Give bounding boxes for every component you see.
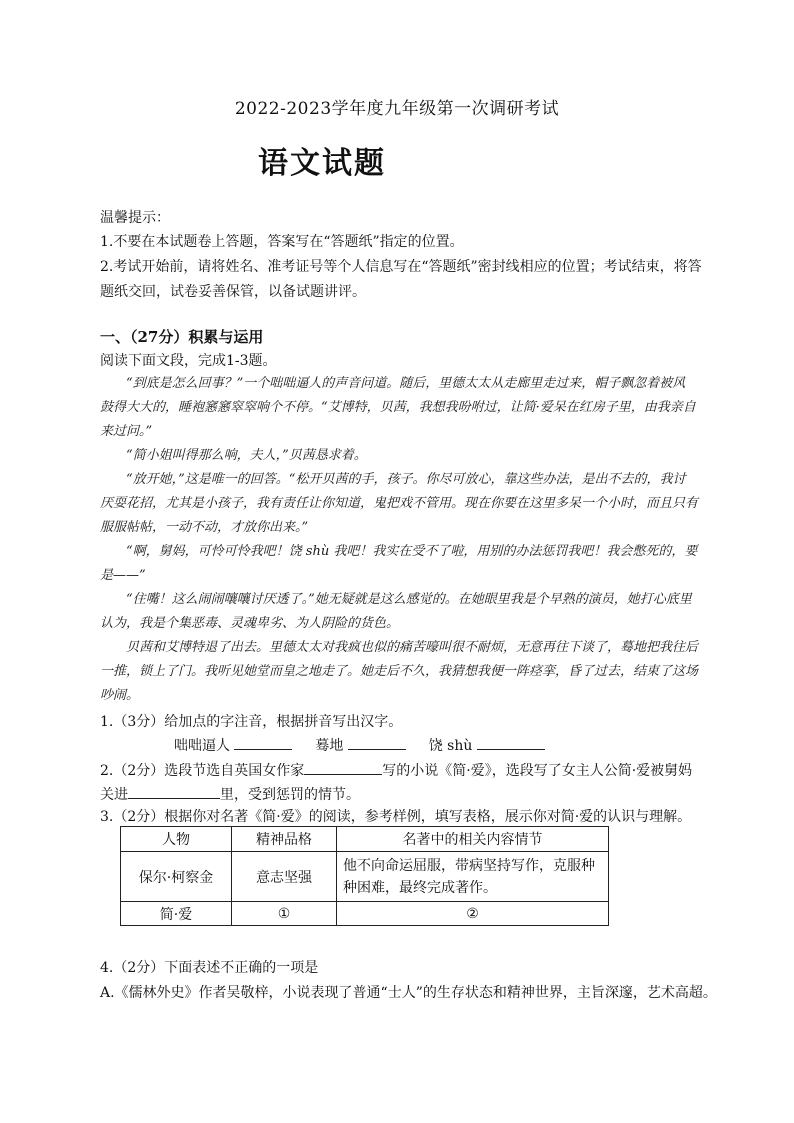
q2-text-2: 写的小说《简·爱》，选段写了女主人公简·爱被舅妈: [382, 763, 693, 779]
passage-line: “放开她，”这是唯一的回答。“松开贝茜的手，孩子。你尽可放心，靠这些办法，是出不去的，我讨: [126, 472, 686, 487]
table-header-cell: 精神品格: [232, 827, 337, 852]
question-4-stem: 4.（2分）下面表述不正确的一项是: [100, 960, 319, 976]
passage-line: 鼓得大大的，睡袍窸窸窣窣响个不停。“艾博特，贝茜，我想我吩咐过，让简·爱呆在红房子里，由我亲自: [100, 400, 696, 415]
tip-item-2-line-1: 2.考试开始前，请将姓名、准考证号等个人信息写在“答题纸”密封线相应的位置；考试结束，将答: [100, 259, 702, 275]
table-row: [121, 902, 609, 926]
passage-line: 来过问。”: [100, 424, 153, 439]
passage-line: 厌耍花招，尤其是小孩子，我有责任让你知道，鬼把戏不管用。现在你要在这里多呆一个小时，而且只有: [100, 496, 699, 511]
character-table: [120, 826, 609, 926]
reading-passage: [100, 372, 725, 708]
q2-text-1: 2.（2分）选段节选自英国女作家: [100, 763, 305, 779]
table-header-cell: 人物: [121, 827, 232, 852]
question-2-line-2: [100, 784, 730, 806]
question-4-option-a[interactable]: A.《儒林外史》作者吴敬梓，小说表现了普通“士人”的生存状态和精神世界，主旨深邃，艺术高超。: [100, 985, 717, 1001]
passage-line: “啊，舅妈，可怜可怜我吧！饶 shù 我吧！我实在受不了啦，用别的办法惩罚我吧！我会憋死的，要: [126, 544, 698, 559]
passage-line: “简小姐叫得那么响，夫人，”贝茜恳求着。: [126, 448, 367, 463]
q2-text-3: 关进: [100, 787, 128, 803]
q1-word-1: 咄咄逼人: [174, 738, 230, 754]
table-cell: 意志坚强: [232, 852, 337, 902]
table-header-cell: 名著中的相关内容情节: [337, 827, 609, 852]
q1-word-3: 饶 shù: [428, 738, 473, 754]
q2-blank-author[interactable]: [304, 760, 382, 775]
passage-line: 吵闹。: [100, 688, 140, 703]
section-intro: 阅读下面文段，完成1-3题。: [100, 353, 277, 369]
passage-line: “到底是怎么回事？”一个咄咄逼人的声音问道。随后，里德太太从走廊里走过来，帽子飘忽着被风: [126, 376, 686, 391]
table-row: [121, 852, 609, 902]
table-cell-line: 种困难，最终完成著作。: [343, 879, 497, 896]
table-cell: [337, 852, 609, 902]
table-header-row: [121, 827, 609, 852]
exam-title: 语文试题: [258, 146, 386, 181]
passage-line: 一推，锁上了门。我听见她堂而皇之地走了。她走后不久，我猜想我便一阵痉挛，昏了过去，结束了这场: [100, 664, 699, 679]
question-2-line-1: [100, 760, 730, 782]
exam-subtitle: 2022-2023学年度九年级第一次调研考试: [234, 99, 560, 119]
question-3-stem: 3.（2分）根据你对名著《简·爱》的阅读，参考样例，填写表格，展示你对简·爱的认识与理解。: [100, 809, 692, 825]
passage-line: 认为，我是个集恶毒、灵魂卑劣、为人阴险的货色。: [100, 616, 400, 631]
passage-line: “住嘴！这么闹闹嚷嚷讨厌透了。”她无疑就是这么感觉的。在她眼里我是个早熟的演员，她打心底里: [126, 592, 692, 607]
passage-line: 贝茜和艾博特退了出去。里德太太对我疯也似的痛苦嚎叫很不耐烦，无意再往下谈了，蓦地把我往后: [126, 640, 699, 655]
q2-blank-place[interactable]: [128, 784, 220, 799]
tip-item-1: 1.不要在本试题卷上答题，答案写在“答题纸”指定的位置。: [100, 234, 464, 250]
q1-blank-3[interactable]: [477, 735, 545, 750]
tip-item-2-line-2: 题纸交回，试卷妥善保管，以备试题讲评。: [100, 284, 366, 300]
q1-blank-2[interactable]: [348, 735, 406, 750]
table-cell-answer-1[interactable]: ①: [232, 902, 337, 926]
q2-text-4: 里，受到惩罚的情节。: [220, 787, 360, 803]
table-cell-line: 他不向命运屈服，带病坚持写作，克服种: [343, 857, 595, 874]
tips-label: 温馨提示：: [100, 210, 170, 226]
table-cell-answer-2[interactable]: ②: [337, 902, 609, 926]
passage-line: 是——”: [100, 568, 146, 583]
question-1-words: [174, 735, 794, 757]
table-cell: 保尔·柯察金: [121, 852, 232, 902]
passage-line: 服服帖帖，一动不动，才放你出来。”: [100, 520, 309, 535]
q1-word-2: 蓦地: [315, 738, 344, 754]
section-heading: 一、（27分）积累与运用: [100, 328, 264, 346]
table-cell: 简·爱: [121, 902, 232, 926]
q1-blank-1[interactable]: [234, 735, 292, 750]
question-1-stem: 1.（3分）给加点的字注音，根据拼音写出汉字。: [100, 714, 403, 730]
